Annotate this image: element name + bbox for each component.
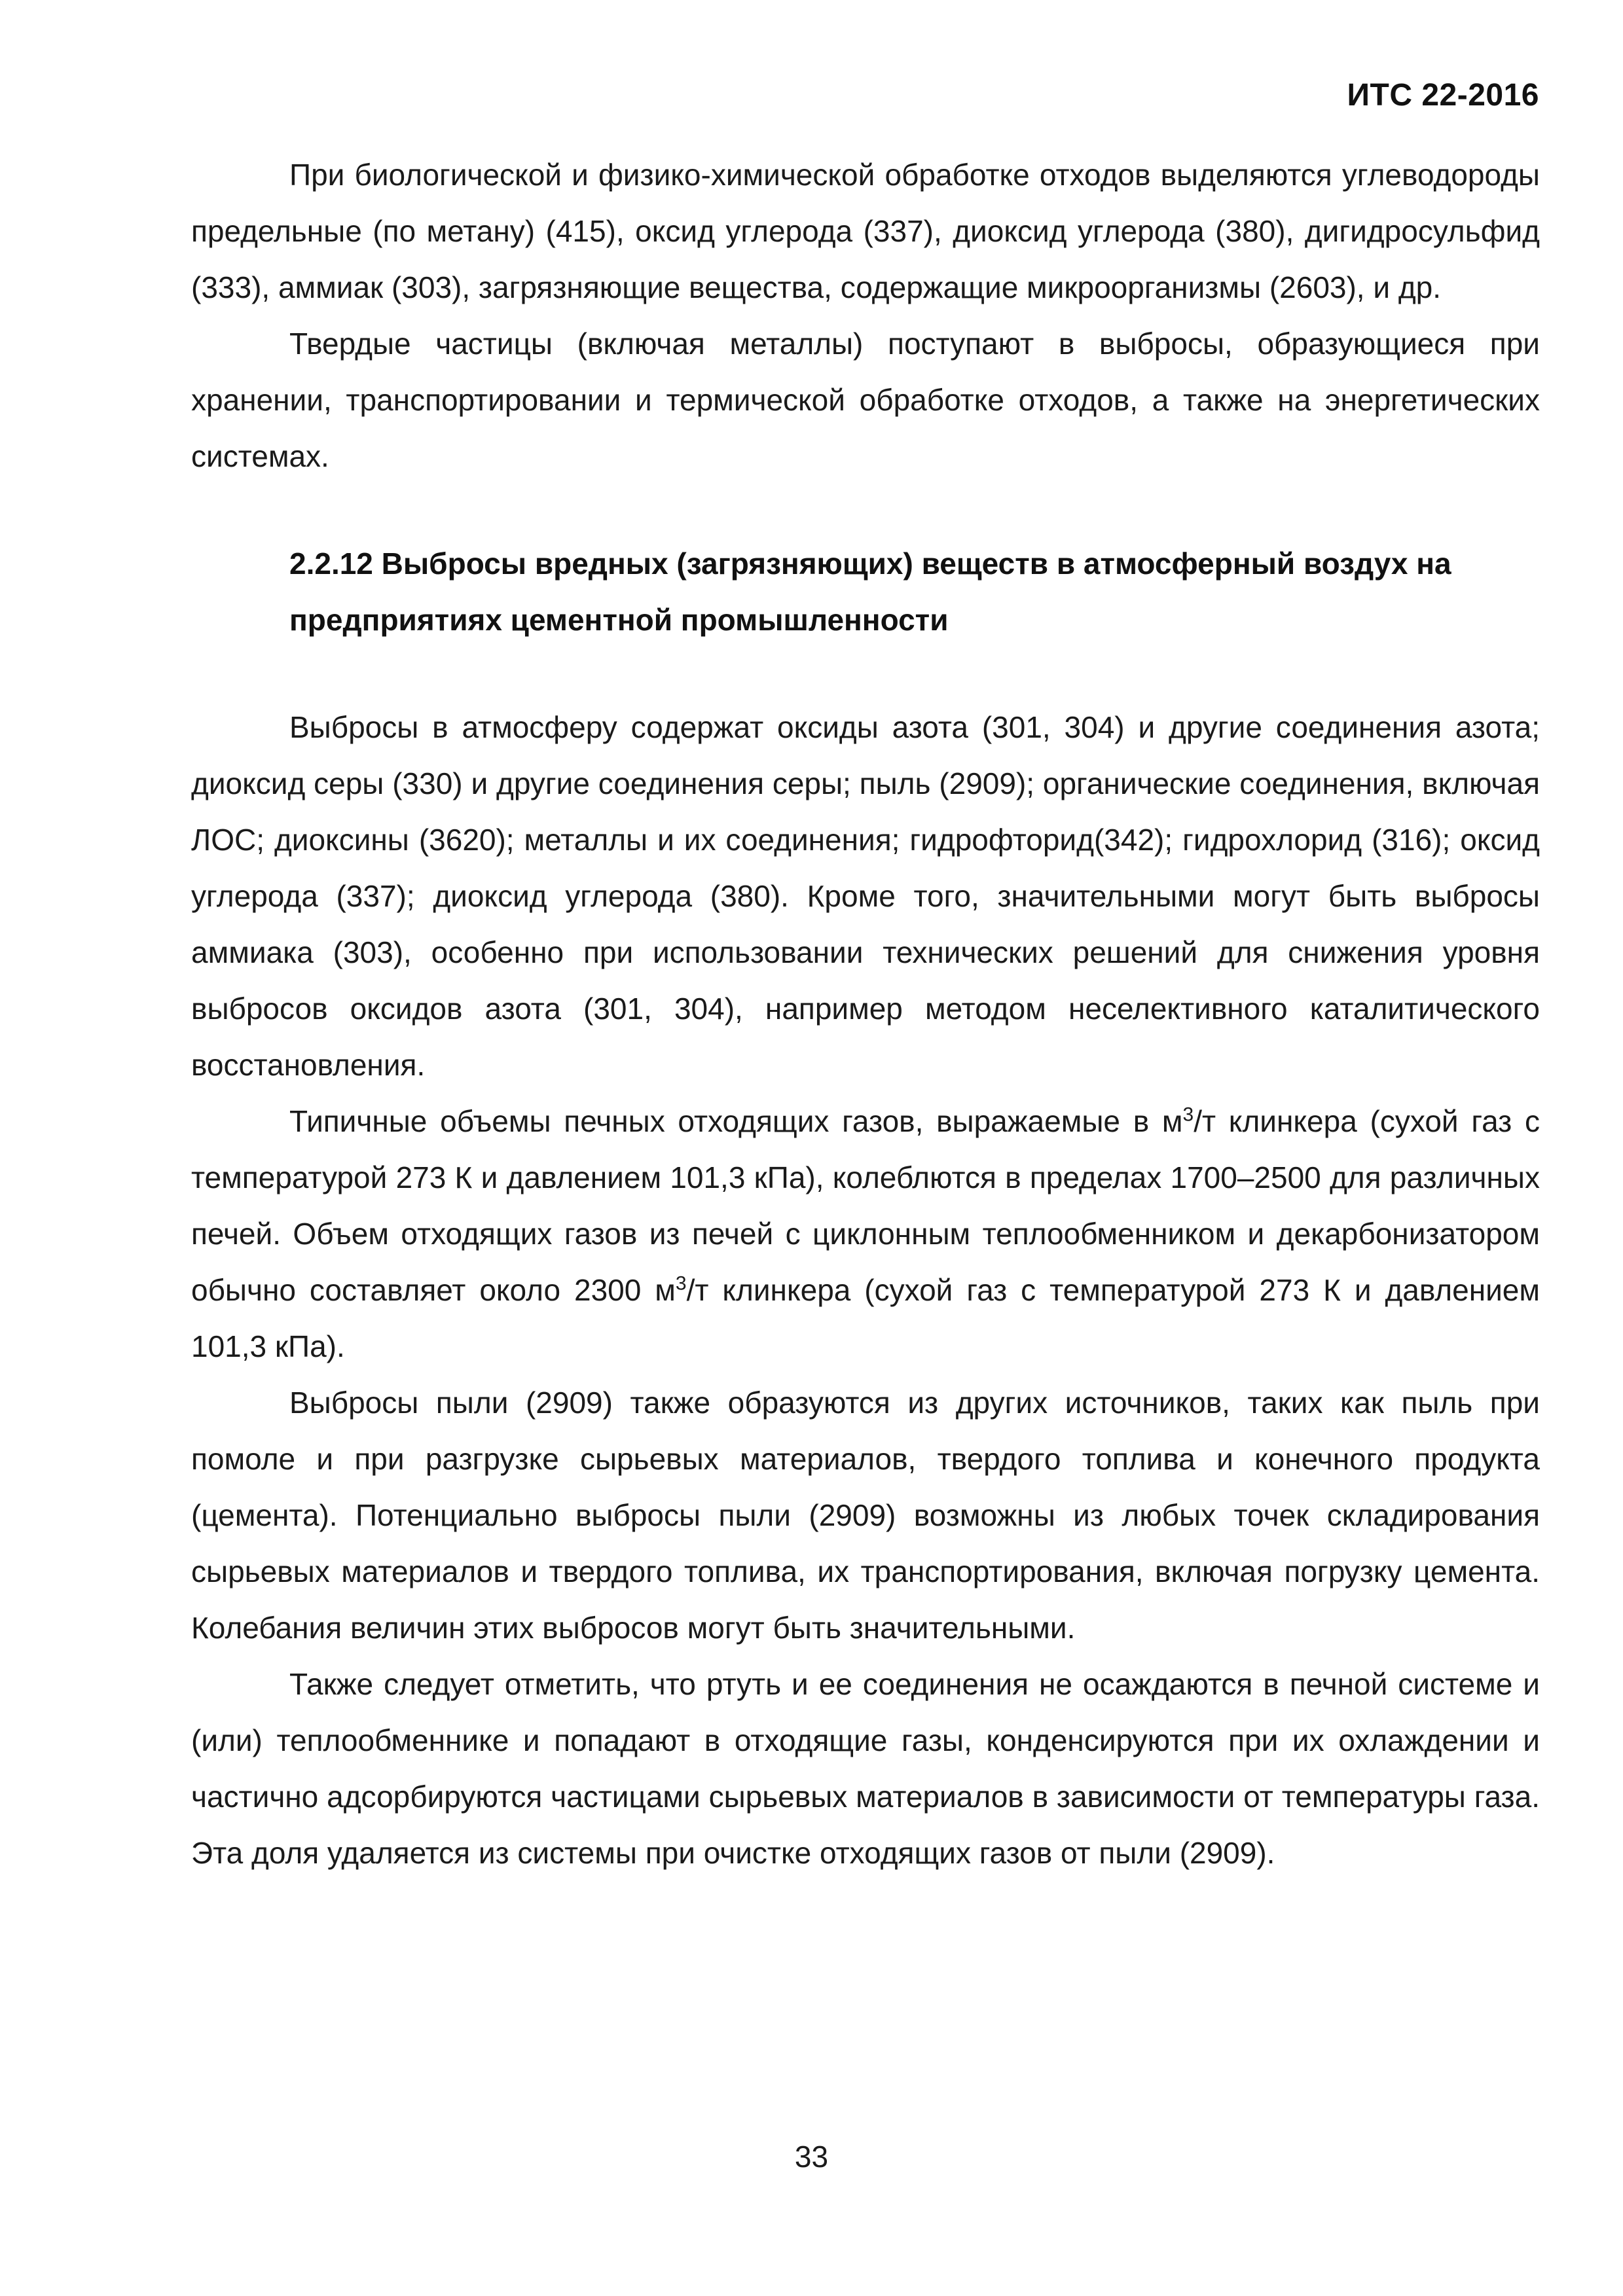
paragraph-biological-treatment: При биологической и физико-химической обработке отходов выделяются углеводороды предельные (по метану) (415), оксид углерода (337), диоксид углерода (380), дигидросульфид (333), аммиак (303), загрязняющие вещества, содержащие микроорганизмы (2603), и др. (191, 158, 1540, 304)
document-code-header: ИТС 22-2016 (1347, 78, 1539, 113)
paragraph-atmosphere-emissions: Выбросы в атмосферу содержат оксиды азота (301, 304) и другие соединения азота; диоксид серы (330) и другие соединения серы; пыль (2909); органические соединения, включая ЛОС; диоксины (3620); металлы и их соединения; гидрофторид(342); гидрохлорид (316); оксид углерода (337); диоксид углерода (380). Кроме того, значительными могут быть выбросы аммиака (303), особенно при использовании технических решений для снижения уровня выбросов оксидов азота (301, 304), например методом неселективного каталитического восстановления. (191, 710, 1540, 1082)
off-gas-text-2: /т клинкера (сухой газ с температурой 273 К и давлением 101,3 кПа), колеблются в пределах 1700–2500 для различных печей. Объем отходящих газов из печей с циклонным теплообменником и декарбонизатором обычно составляет около 2300 м (191, 1104, 1541, 1307)
paragraph-solid-particles: Твердые частицы (включая металлы) поступают в выбросы, образующиеся при хранении, транспортировании и термической обработке отходов, а также на энергетических системах. (191, 327, 1540, 473)
superscript-3-first: 3 (1182, 1103, 1194, 1126)
page-number: 33 (794, 2140, 829, 2174)
document-body (191, 147, 1540, 1881)
off-gas-text-3: /т клинкера (сухой газ с температурой 273 К и давлением 101,3 кПа). (191, 1273, 1541, 1363)
paragraph-dust-emissions: Выбросы пыли (2909) также образуются из других источников, таких как пыль при помоле и при разгрузке сырьевых материалов, твердого топлива и конечного продукта (цемента). Потенциально выбросы пыли (2909) возможны из любых точек складирования сырьевых материалов и твердого топлива, их транспортирования, включая погрузку цемента. Колебания величин этих выбросов могут быть значительными. (191, 1386, 1540, 1645)
paragraph-off-gas-volumes (191, 1093, 1540, 1374)
paragraph-mercury: Также следует отметить, что ртуть и ее соединения не осаждаются в печной системе и (или) теплообменнике и попадают в отходящие газы, конденсируются при их охлаждении и частично адсорбируются частицами сырьевых материалов в зависимости от температуры газа. Эта доля удаляется из системы при очистке отходящих газов от пыли (2909). (191, 1667, 1540, 1870)
superscript-3-second: 3 (675, 1272, 687, 1295)
section-heading: 2.2.12 Выбросы вредных (загрязняющих) веществ в атмосферный воздух на предприятиях цементной промышленности (289, 547, 1451, 637)
off-gas-text-1: Типичные объемы печных отходящих газов, выражаемые в м (289, 1104, 1183, 1138)
